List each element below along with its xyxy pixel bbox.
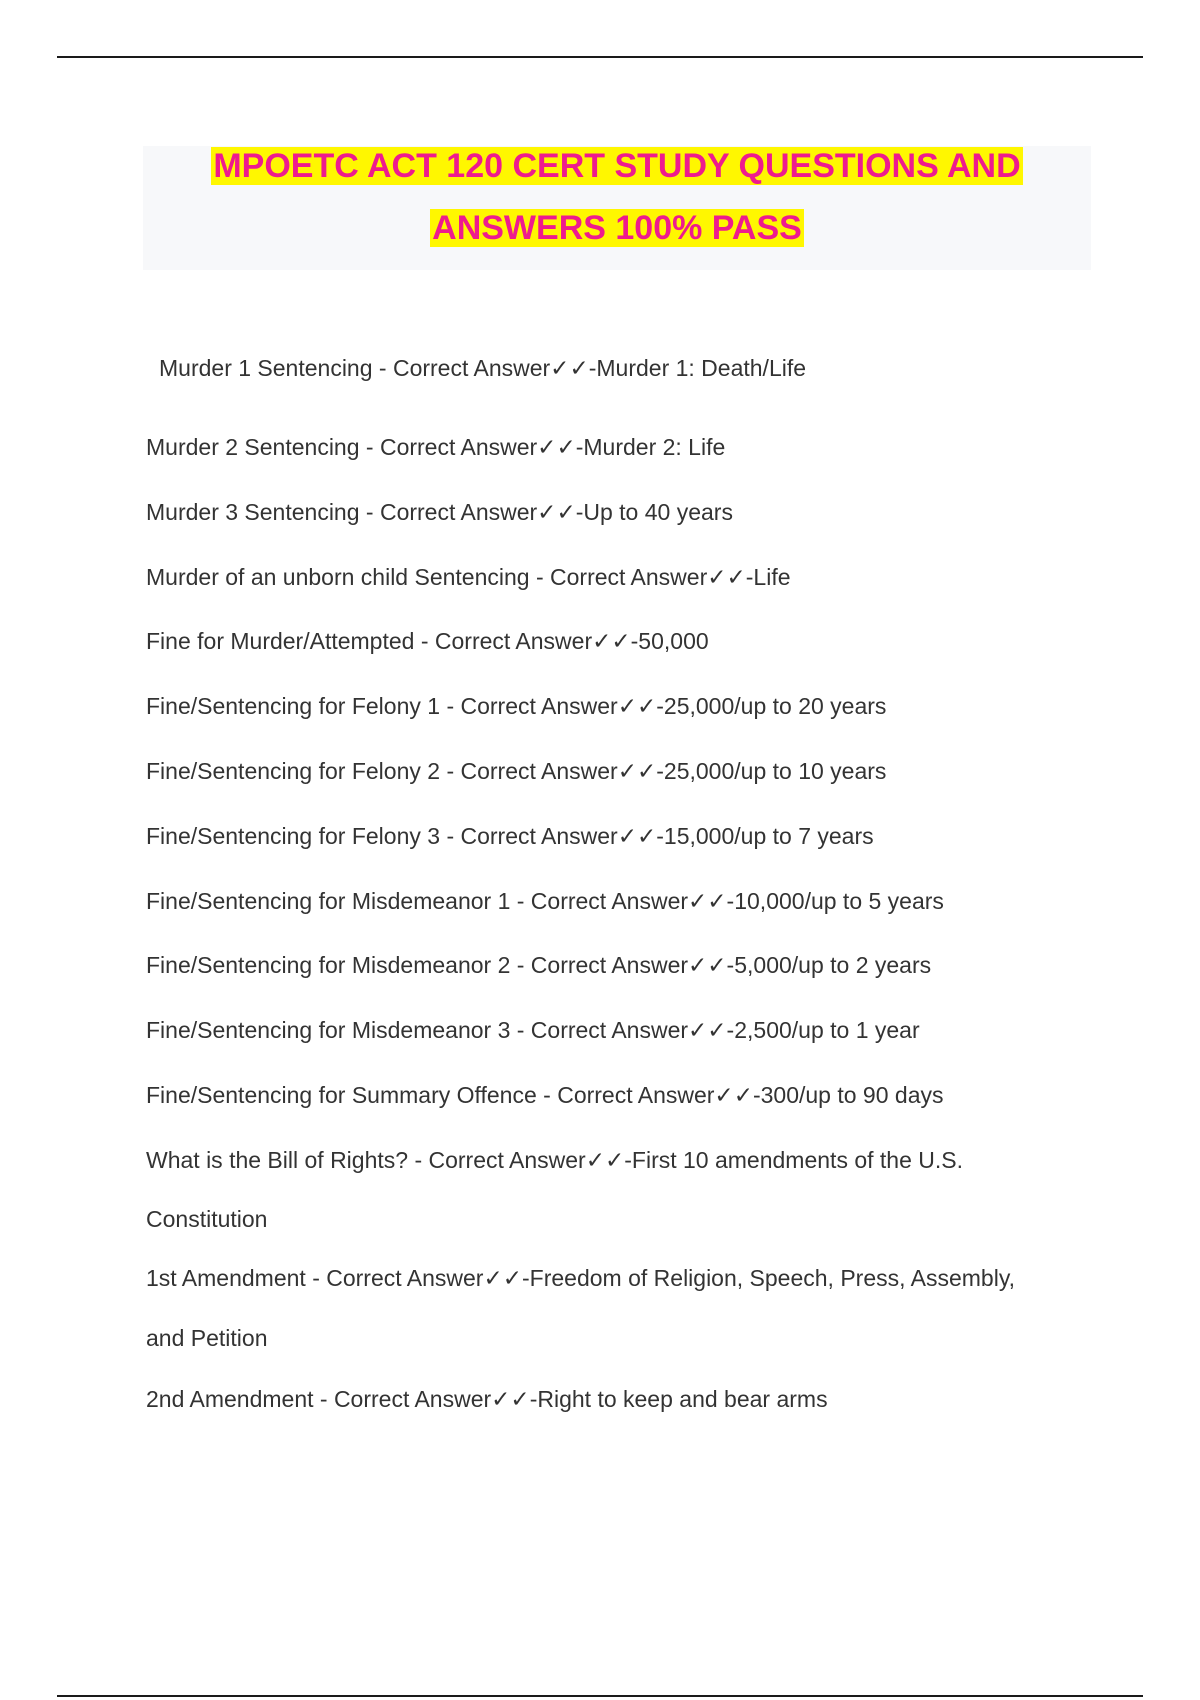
qa-line-misdemeanor-3: Fine/Sentencing for Misdemeanor 3 - Correct Answer✓✓-2,500/up to 1 year xyxy=(146,1017,920,1043)
title-banner xyxy=(143,146,1091,270)
qa-line-murder-3: Murder 3 Sentencing - Correct Answer✓✓-Up to 40 years xyxy=(146,499,733,525)
qa-line-felony-3: Fine/Sentencing for Felony 3 - Correct Answer✓✓-15,000/up to 7 years xyxy=(146,823,874,849)
qa-line-bill-of-rights-cont: Constitution xyxy=(146,1206,268,1232)
qa-line-felony-2: Fine/Sentencing for Felony 2 - Correct Answer✓✓-25,000/up to 10 years xyxy=(146,758,887,784)
qa-line-2nd-amendment: 2nd Amendment - Correct Answer✓✓-Right to keep and bear arms xyxy=(146,1386,828,1412)
qa-line-misdemeanor-1: Fine/Sentencing for Misdemeanor 1 - Correct Answer✓✓-10,000/up to 5 years xyxy=(146,888,944,914)
top-divider xyxy=(57,56,1143,58)
bottom-divider xyxy=(57,1695,1143,1697)
qa-line-1st-amendment: 1st Amendment - Correct Answer✓✓-Freedom of Religion, Speech, Press, Assembly, xyxy=(146,1265,1016,1291)
qa-line-murder-1: Murder 1 Sentencing - Correct Answer✓✓-Murder 1: Death/Life xyxy=(159,355,807,381)
title-highlight-1: MPOETC ACT 120 CERT STUDY QUESTIONS AND xyxy=(213,147,1021,185)
page-title-line-1 xyxy=(143,146,1091,186)
qa-line-unborn-child: Murder of an unborn child Sentencing - Correct Answer✓✓-Life xyxy=(146,564,791,590)
qa-line-misdemeanor-2: Fine/Sentencing for Misdemeanor 2 - Correct Answer✓✓-5,000/up to 2 years xyxy=(146,952,932,978)
title-highlight-2: ANSWERS 100% PASS xyxy=(432,209,802,247)
qa-line-fine-murder: Fine for Murder/Attempted - Correct Answer✓✓-50,000 xyxy=(146,628,709,654)
qa-line-bill-of-rights: What is the Bill of Rights? - Correct Answer✓✓-First 10 amendments of the U.S. xyxy=(146,1147,963,1173)
page-title-line-2 xyxy=(143,208,1091,248)
qa-line-murder-2: Murder 2 Sentencing - Correct Answer✓✓-Murder 2: Life xyxy=(146,434,726,460)
qa-line-summary-offence: Fine/Sentencing for Summary Offence - Correct Answer✓✓-300/up to 90 days xyxy=(146,1082,944,1108)
qa-line-felony-1: Fine/Sentencing for Felony 1 - Correct Answer✓✓-25,000/up to 20 years xyxy=(146,693,887,719)
qa-line-1st-amendment-cont: and Petition xyxy=(146,1325,268,1351)
